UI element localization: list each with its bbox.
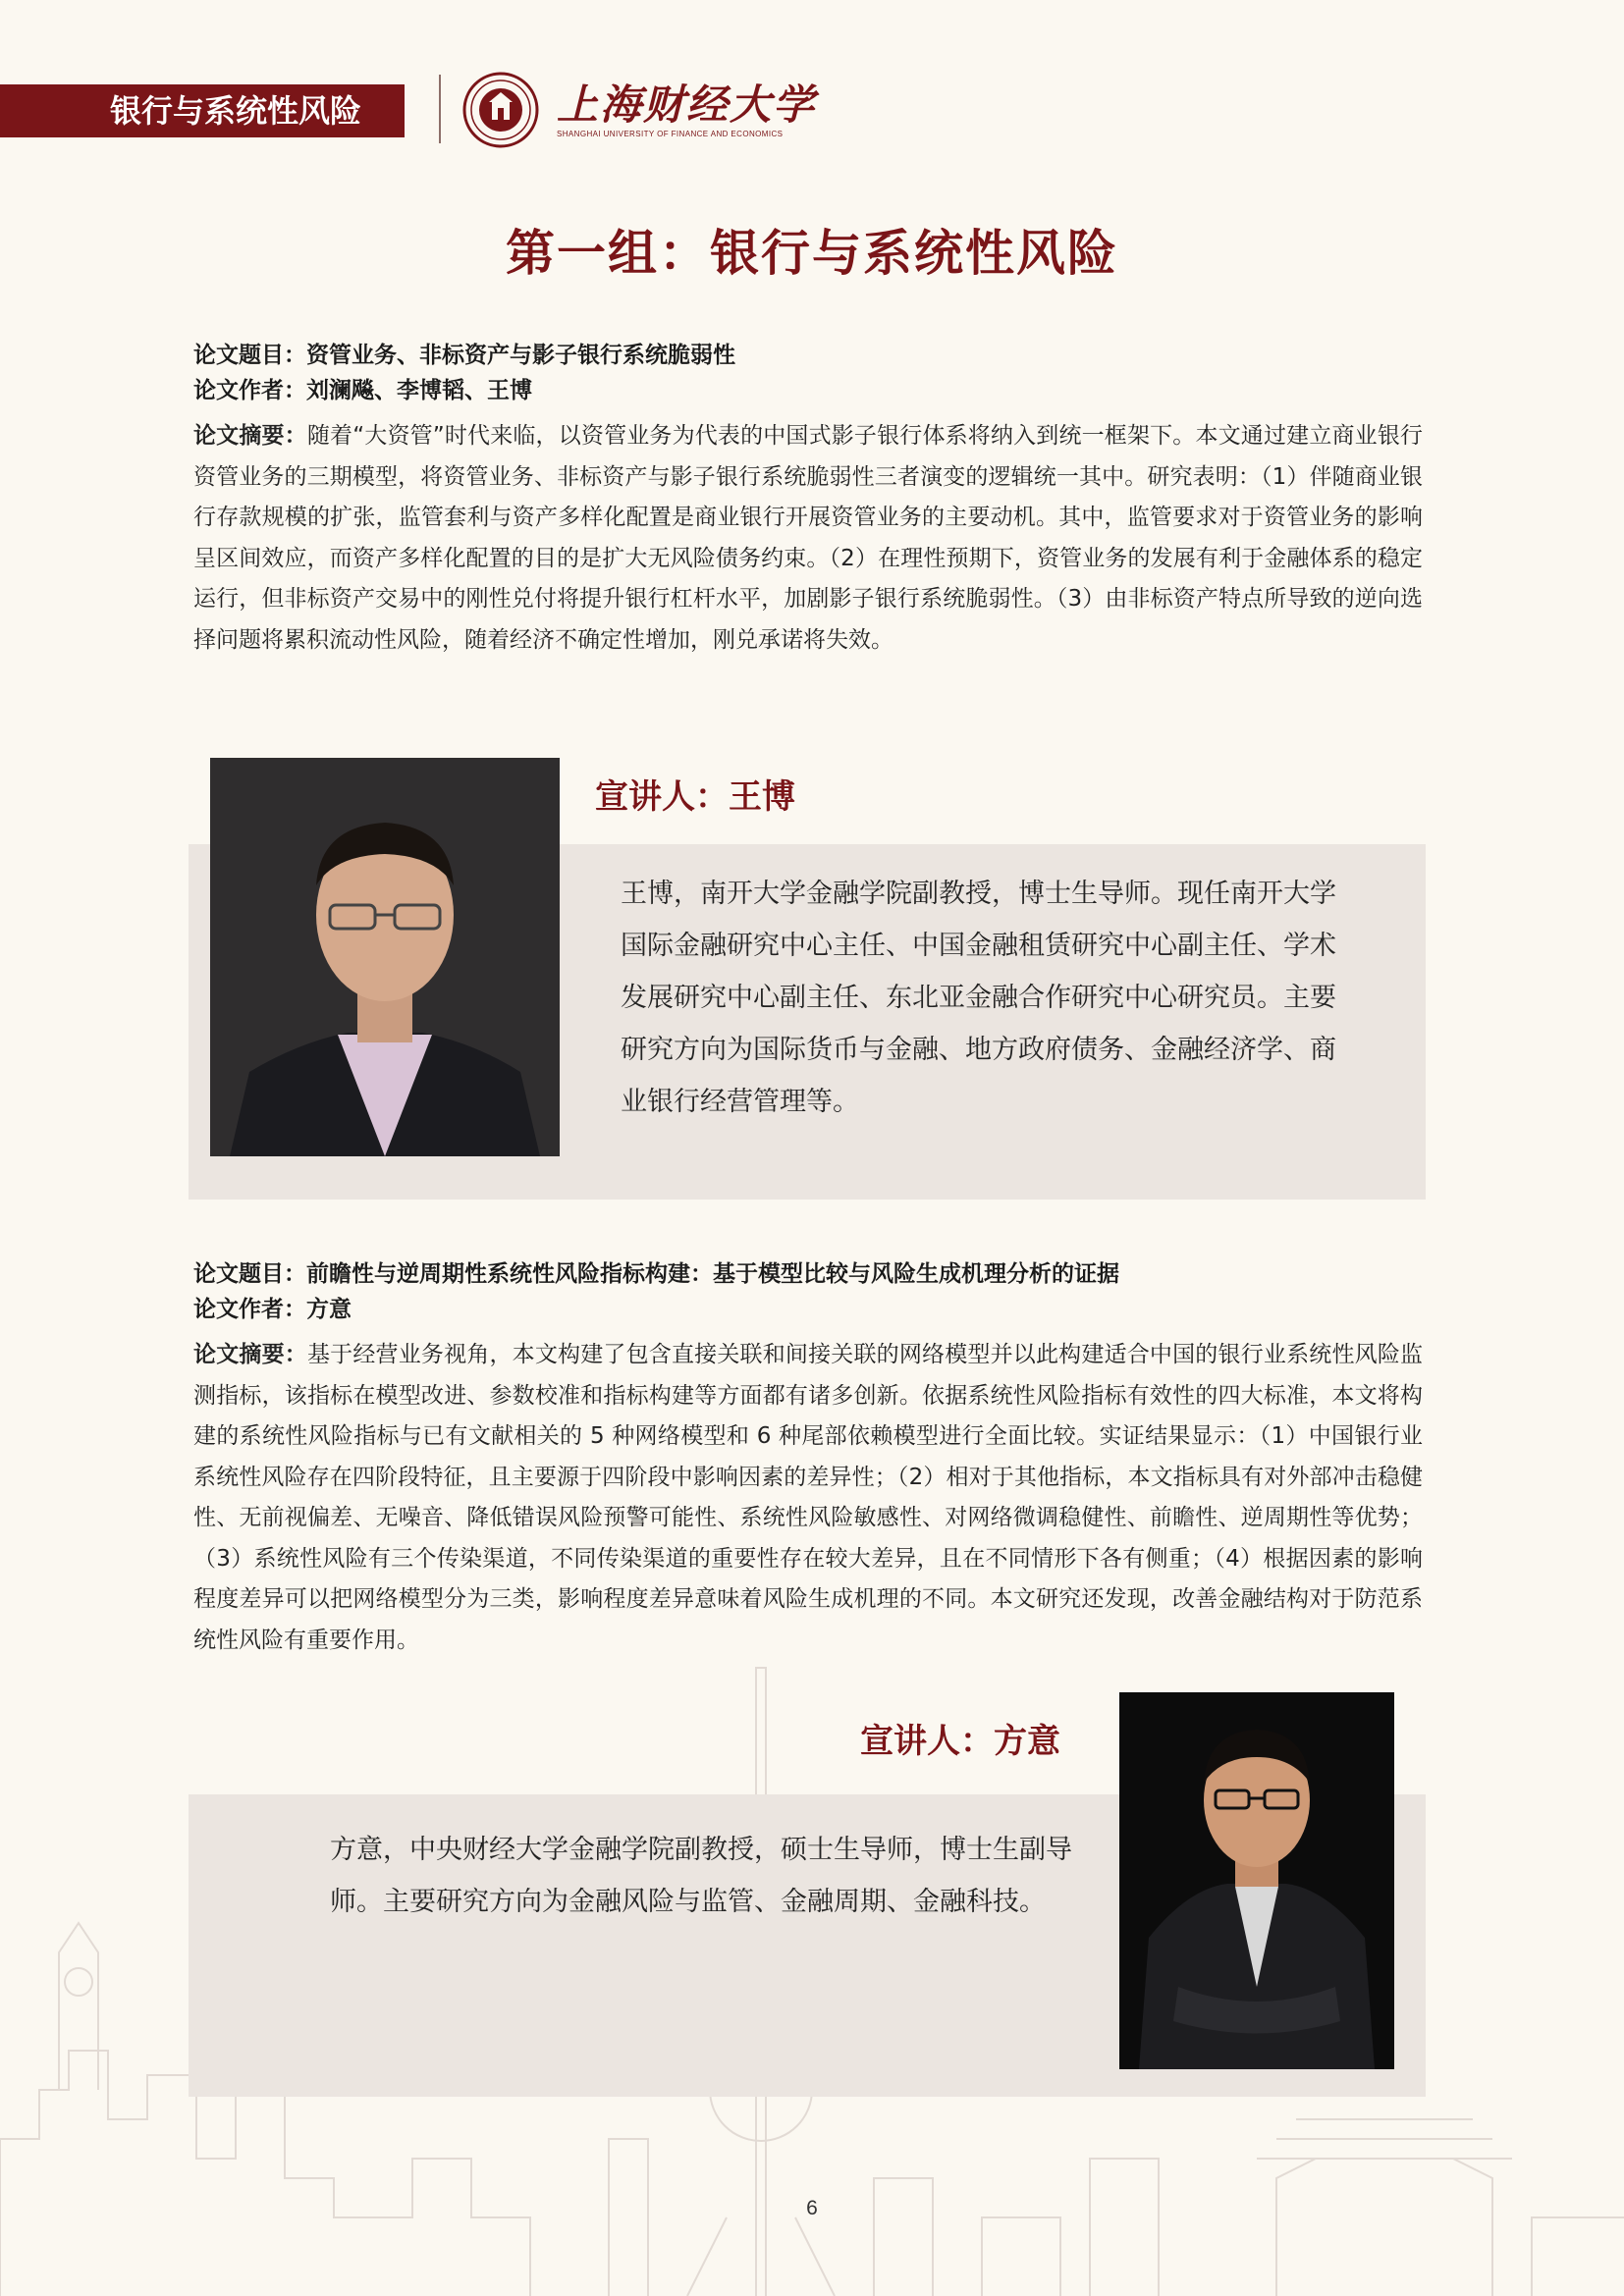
speaker-bio: 方意，中央财经大学金融学院副教授，硕士生导师，博士生副导师。主要研究方向为金融风险与监管、金融周期、金融科技。 (330, 1835, 1072, 1917)
paper-authors-line (193, 373, 1423, 408)
paper-title-line (193, 338, 1423, 373)
university-name-en: SHANGHAI UNIVERSITY OF FINANCE AND ECONOMICS (557, 130, 784, 138)
paper-abstract-text: 基于经营业务视角，本文构建了包含直接关联和间接关联的网络模型并以此构建适合中国的银行业系统性风险监测指标，该指标在模型改进、参数校准和指标构建等方面都有诸多创新。依据系统性风险指标有效性的四大标准，本文将构建的系统性风险指标与已有文献相关的 5 种网络模型和 6 种尾部依赖模型进行全面比较。实证结果显示：（1）中国银行业系统性风险存在四阶段特征，且主要源于四阶段中影响因素的差异性；（2）相对于其他指标，本文指标具有对外部冲击稳健性、无前视偏差、无噪音、降低错误风险预警可能性、系统性风险敏感性、对网络微调稳健性、前瞻性、逆周期性等优势；（3）系统性风险有三个传染渠道，不同传染渠道的重要性存在较大差异，且在不同情形下各有侧重；（4）根据因素的影响程度差异可以把网络模型分为三类，影响程度差异意味着风险生成机理的不同。本文研究还发现，改善金融结构对于防范系统性风险有重要作用。 (193, 1342, 1424, 1653)
paper-authors: 刘澜飚、李博韬、王博 (306, 378, 532, 403)
paper-title-label: 论文题目： (193, 343, 306, 368)
paper-title: 资管业务、非标资产与影子银行系统脆弱性 (306, 343, 735, 368)
speaker-label: 宣讲人：王博 (595, 777, 795, 817)
paper-authors-label: 论文作者： (193, 1297, 306, 1322)
paper-title: 前瞻性与逆周期性系统性风险指标构建：基于模型比较与风险生成机理分析的证据 (306, 1261, 1119, 1287)
speaker-bio: 王博，南开大学金融学院副教授，博士生导师。现任南开大学国际金融研究中心主任、中国金融租赁研究中心副主任、学术发展研究中心副主任、东北亚金融合作研究中心研究员。主要研究方向为国际货币与金融、地方政府债务、金融经济学、商业银行经营管理等。 (621, 879, 1336, 1117)
paper-abstract-label: 论文摘要： (193, 1342, 307, 1367)
paper-abstract (193, 1335, 1423, 1661)
paper-title-label: 论文题目： (193, 1261, 306, 1287)
paper-entry (193, 1256, 1423, 1661)
speaker-label: 宣讲人：方意 (860, 1722, 1060, 1761)
page-number: 6 (806, 2197, 818, 2219)
speaker-photo (1119, 1692, 1394, 2069)
paper-authors-line (193, 1292, 1423, 1327)
header-divider (439, 75, 441, 143)
university-seal-icon (461, 71, 540, 149)
paper-abstract-text: 随着“大资管”时代来临，以资管业务为代表的中国式影子银行体系将纳入到统一框架下。本文通过建立商业银行资管业务的三期模型，将资管业务、非标资产与影子银行系统脆弱性三者演变的逻辑统一其中。研究表明：（1）伴随商业银行存款规模的扩张，监管套利与资产多样化配置是商业银行开展资管业务的主要动机。其中，监管要求对于资管业务的影响呈区间效应，而资产多样化配置的目的是扩大无风险债务约束。（2）在理性预期下，资管业务的发展有利于金融体系的稳定运行，但非标资产交易中的刚性兑付将提升银行杠杆水平，加剧影子银行系统脆弱性。（3）由非标资产特点所导致的逆向选择问题将累积流动性风险，随着经济不确定性增加，刚兑承诺将失效。 (193, 423, 1423, 653)
university-name: 上海财经大学 (557, 80, 817, 129)
university-logo (557, 82, 816, 138)
section-title: 银行与系统性风险 (110, 92, 362, 130)
speaker-photo (210, 758, 560, 1156)
paper-authors: 方意 (306, 1297, 352, 1322)
paper-authors-label: 论文作者： (193, 378, 306, 403)
paper-entry (193, 338, 1423, 661)
paper-title-line (193, 1256, 1423, 1292)
paper-abstract-label: 论文摘要： (193, 423, 307, 449)
page-title: 第一组：银行与系统性风险 (506, 224, 1118, 282)
paper-abstract (193, 416, 1423, 661)
